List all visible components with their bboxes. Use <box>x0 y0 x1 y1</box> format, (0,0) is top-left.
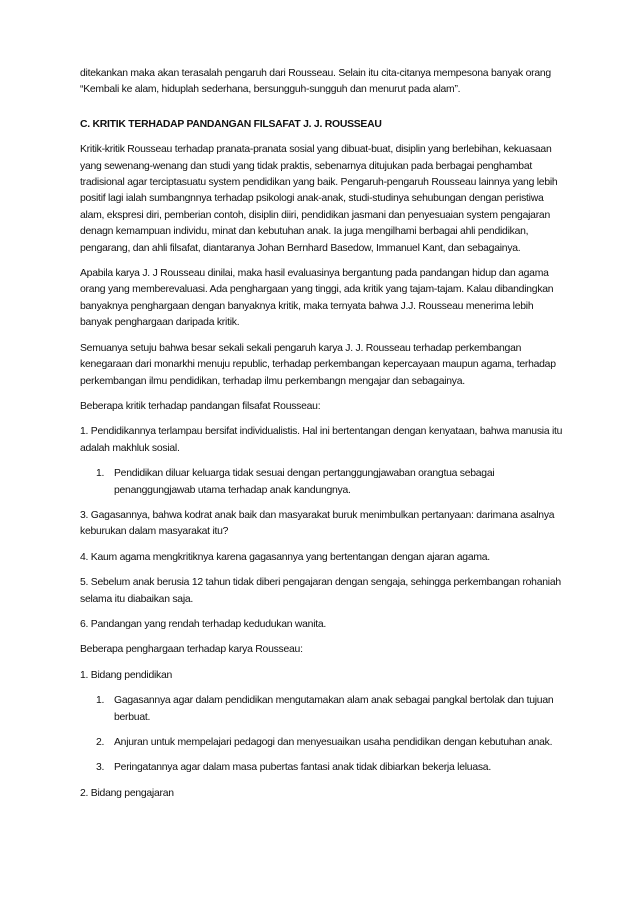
document-page <box>80 66 564 811</box>
paragraph-beberapa-penghargaan: Beberapa penghargaan terhadap karya Rousseau: <box>80 644 303 656</box>
critique-item-5: 5. Sebelum anak berusia 12 tahun tidak diberi pengajaran dengan sengaja, sehingga perkembangan rohaniah selama itu diabaikan saja. <box>80 577 561 605</box>
list-number: 1. <box>96 695 105 707</box>
appreciation-heading-teaching: 2. Bidang pengajaran <box>80 787 174 799</box>
critique-item-3: 3. Gagasannya, bahwa kodrat anak baik dan masyarakat buruk menimbulkan pertanyaan: darimana asalnya keburukan dalam masyarakat itu? <box>80 509 555 538</box>
list-item-text: Peringatannya agar dalam masa pubertas fantasi anak tidak dibiarkan bekerja leluasa. <box>114 762 491 774</box>
paragraph-apabila: Apabila karya J. J Rousseau dinilai, maka hasil evaluasinya bergantung pada pandangan hidup dan agama orang yang memberevaluasi. Ada penghargaan yang tinggi, ada kritik yang tajam-tajam. Kalau dibandingkan banyaknya penghargaan dengan banyaknya kritik, maka ternyata bahwa J.J. Rousseau menerima lebih banyak penghargaan daripada kritik. <box>80 268 554 329</box>
list-number: 2. <box>96 737 105 748</box>
appreciation-sub-item-3 <box>80 760 564 776</box>
list-item-text: Anjuran untuk mempelajari pedagogi dan menyesuaikan usaha pendidikan dengan kebutuhan anak. <box>114 737 553 748</box>
critique-item-4: 4. Kaum agama mengkritiknya karena gagasannya yang bertentangan dengan ajaran agama. <box>80 551 490 563</box>
paragraph-beberapa-kritik: Beberapa kritik terhadap pandangan filsafat Rousseau: <box>80 400 321 412</box>
intro-paragraph: ditekankan maka akan terasalah pengaruh dari Rousseau. Selain itu cita-citanya mempesona banyak orang “Kembali ke alam, hiduplah sederhana, bersungguh-sungguh dan menurut pada alam”. <box>80 68 551 96</box>
list-item-text: Gagasannya agar dalam pendidikan mengutamakan alam anak sebagai pangkal bertolak dan tujuan berbuat. <box>114 695 554 723</box>
critique-item-1: 1. Pendidikannya terlampau bersifat individualistis. Hal ini bertentangan dengan kenyataan, bahwa manusia itu adalah makhluk sosial. <box>80 426 563 454</box>
critique-item-6: 6. Pandangan yang rendah terhadap kedudukan wanita. <box>80 618 327 630</box>
paragraph-kritik-kritik: Kritik-kritik Rousseau terhadap pranata-pranata sosial yang dibuat-buat, disiplin yang berlebihan, kekuasaan yang sewenang-wenang dan studi yang tidak praktis, sebenarnya ditujukan pada berbagai penghambat tradisional agar terciptasuatu system pendidikan yang baik. Pengaruh-pengaruh Rousseau lainnya yang lebih positif lagi ialah sumbangnnya terhadap psikologi anak-anak, studi-studinya sehubungan dengan peristiwa alam, ekspresi diri, pemberian contoh, disiplin diiri, pendidikan jasmani dan penyesuaian system pengajaran denagn kemampuan individu, minat dan kebutuhan anak. Ia juga mengilhami berbagai ahli pendidikan, pengarang, dan ahli filsafat, diantaranya Johan Bernhard Basedow, Immanuel Kant, dan sebagainya. <box>80 144 558 254</box>
section-heading: C. KRITIK TERHADAP PANDANGAN FILSAFAT J. J. ROUSSEAU <box>80 118 382 130</box>
list-number: 1. <box>96 468 105 480</box>
paragraph-semuanya: Semuanya setuju bahwa besar sekali sekali pengaruh karya J. J. Rousseau terhadap perkembangan kenegaraan dari monarkhi menuju republic, terhadap perkembangan kepercayaan maupun agama, terhadap perkembangan ilmu pendidikan, terhadap ilmu perkembangn mengajar dan sebagainya. <box>80 342 556 387</box>
appreciation-heading-education: 1. Bidang pendidikan <box>80 669 173 681</box>
list-number: 3. <box>96 762 105 774</box>
critique-sub-item <box>80 466 564 499</box>
list-item-text: Pendidikan diluar keluarga tidak sesuai dengan pertanggungjawaban orangtua sebagai penanggungjawab utama terhadap anak kandungnya. <box>114 468 495 496</box>
appreciation-sub-item-2 <box>80 735 564 751</box>
appreciation-sub-item-1 <box>80 693 564 726</box>
